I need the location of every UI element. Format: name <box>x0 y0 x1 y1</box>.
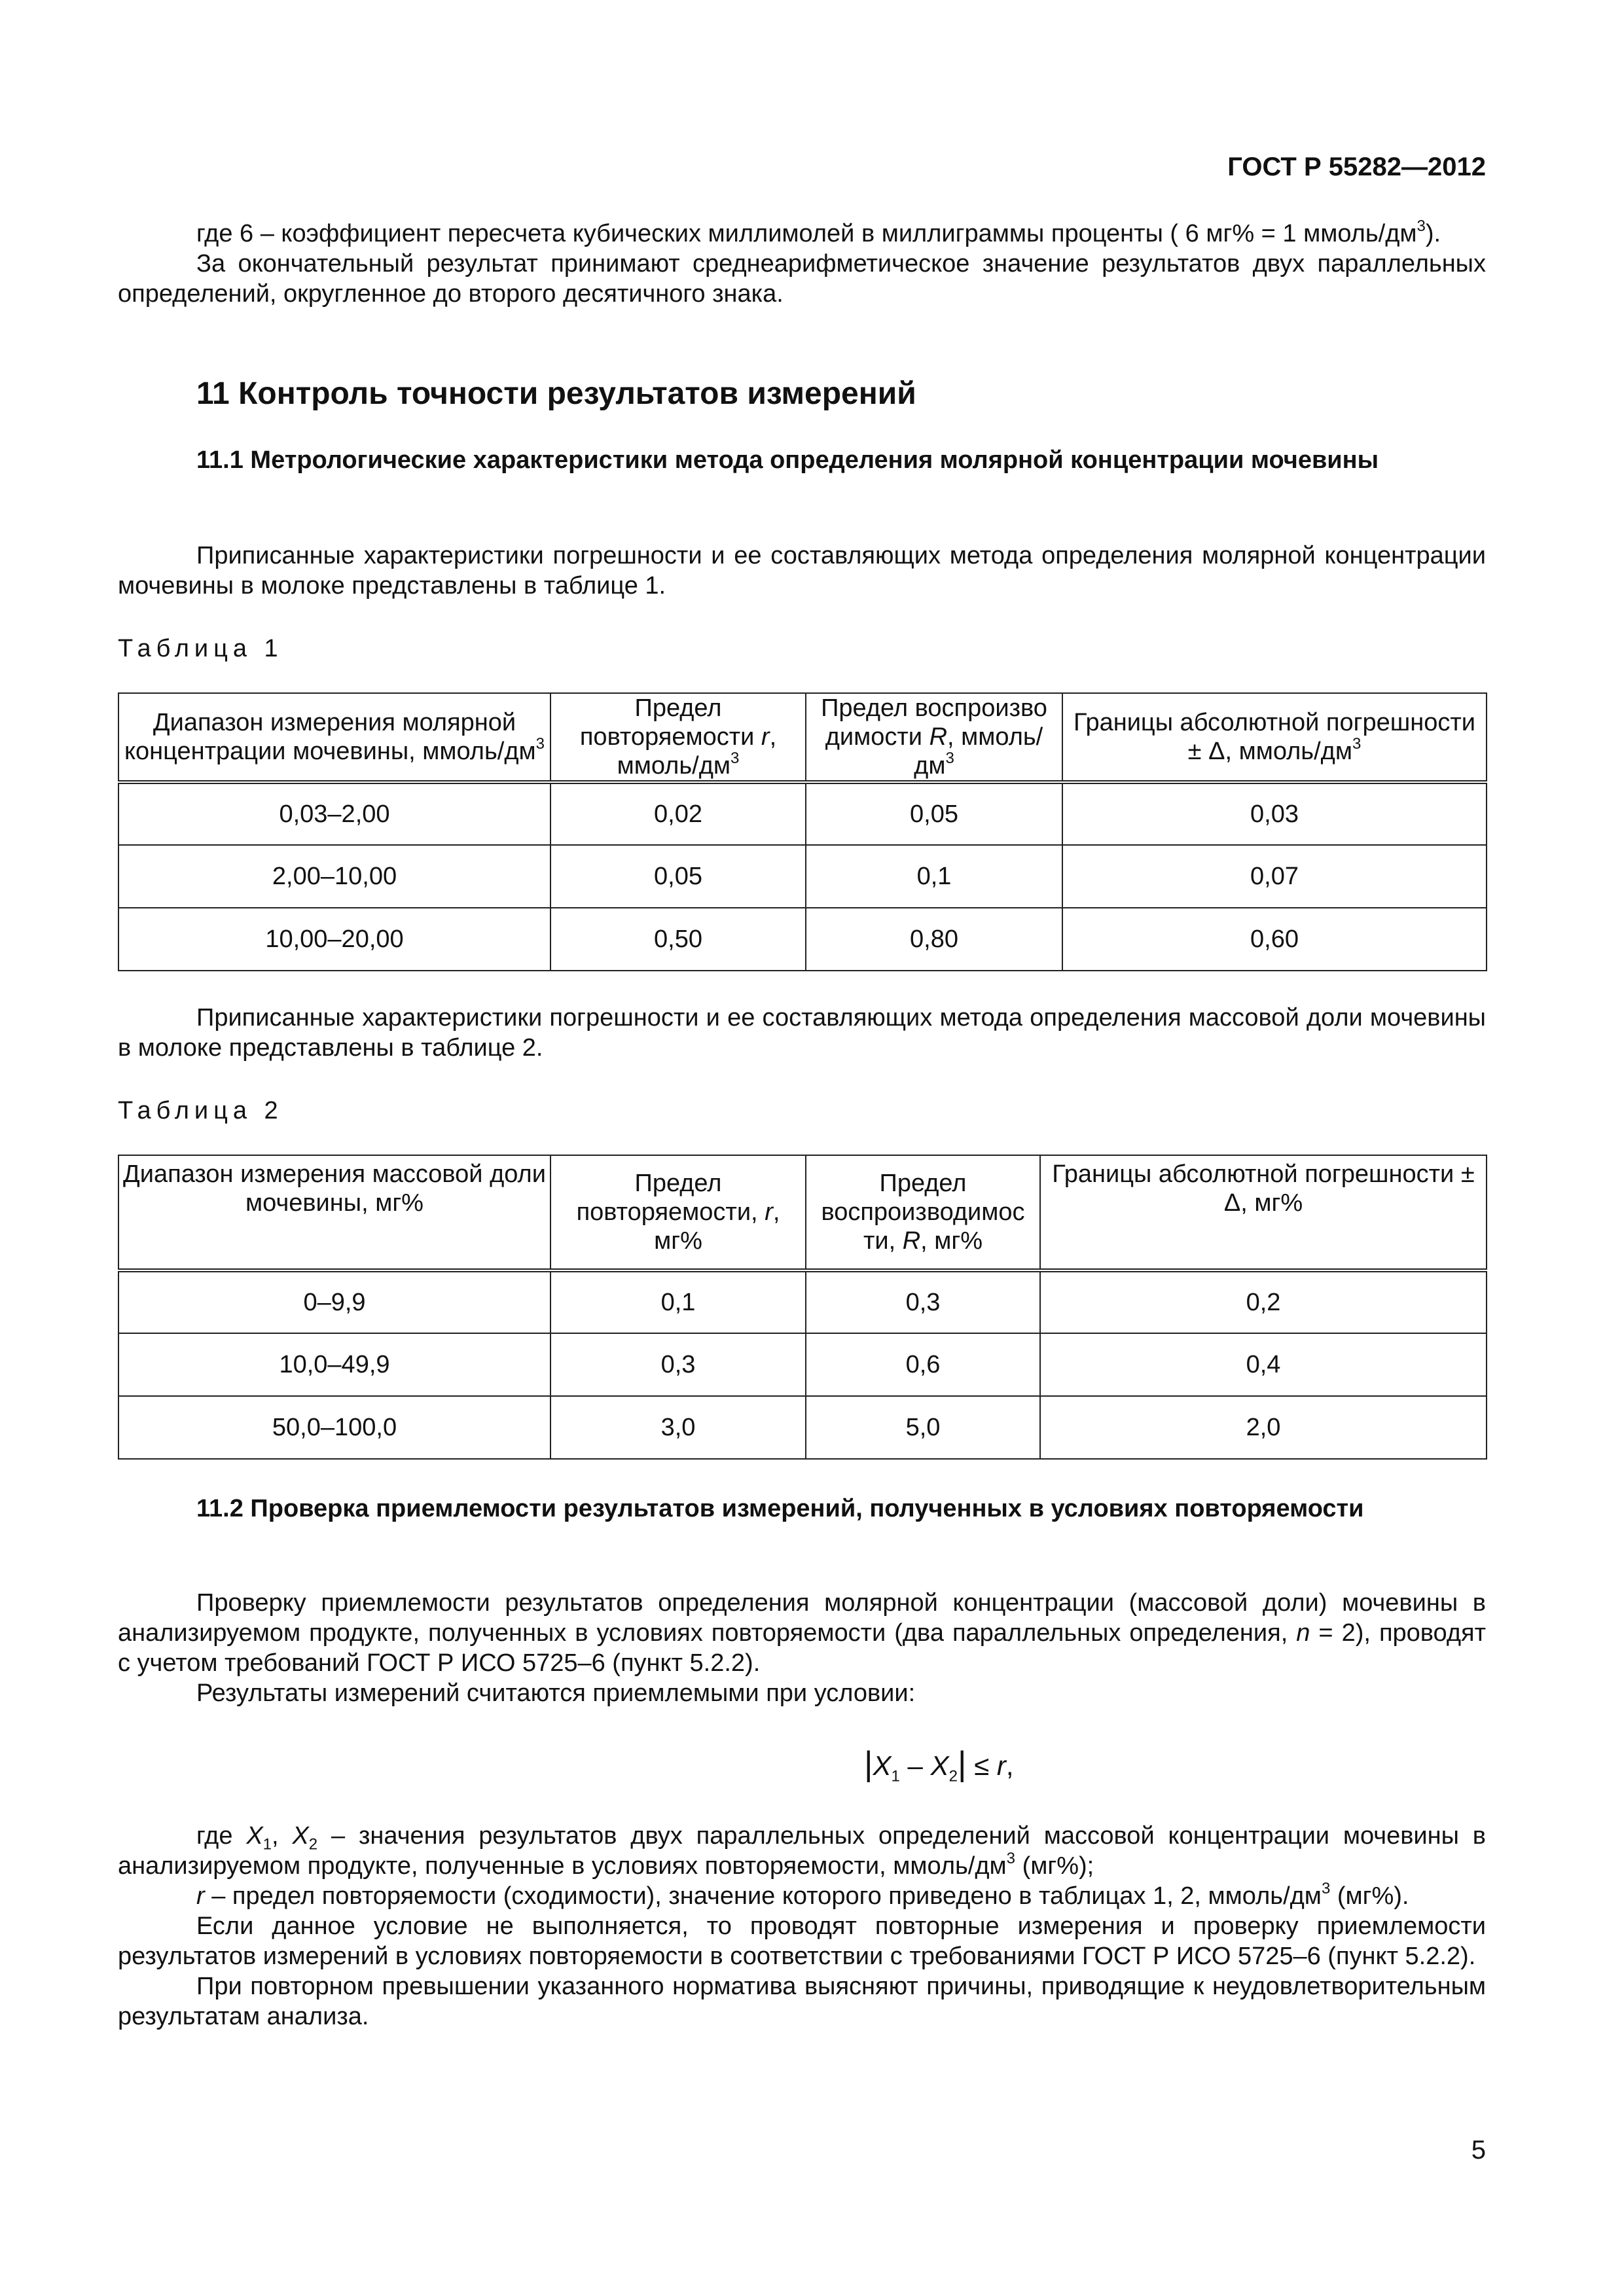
table-cell: 0,02 <box>550 782 806 845</box>
table-cell: 0,50 <box>550 908 806 971</box>
t1-header-error: Границы абсолютной погрешности ± Δ, ммоль/$дм^3$ <box>1062 693 1487 782</box>
table-cell: 2,00–10,00 <box>118 845 550 908</box>
where-x-definition: где $X_1$, $X_2$ – значения результатов двух параллельных определений массовой концентрации мочевины в анализируемом продукте, полученные в условиях повторяемости, ммоль/$дм^3$ (мг%); <box>118 1822 1486 1880</box>
t1-header-repeatability: Предел повторяемости r, ммоль/$дм^3$ <box>550 693 806 782</box>
subsection-11-1-title: 11.1 Метрологические характеристики метода определения молярной концентрации мочевины <box>196 446 1379 474</box>
table-row <box>118 1333 1487 1396</box>
intro-line2: За окончательный результат принимают среднеарифметическое значение результатов двух параллельных определений, округленное до второго десятичного знака. <box>118 250 1486 308</box>
table-cell: 10,0–49,9 <box>118 1333 550 1396</box>
table-cell: 2,0 <box>1040 1396 1487 1459</box>
table-cell: 0,05 <box>806 782 1062 845</box>
repeatability-text <box>118 1588 1486 1708</box>
definitions-text <box>118 1821 1486 2032</box>
table-cell: 10,00–20,00 <box>118 908 550 971</box>
table-row <box>118 908 1487 971</box>
table-cell: 0,80 <box>806 908 1062 971</box>
table-cell: 0,1 <box>806 845 1062 908</box>
table-header-row <box>118 1155 1487 1270</box>
table-cell: 3,0 <box>550 1396 806 1459</box>
table-cell: 0–9,9 <box>118 1270 550 1333</box>
table-cell: 0,07 <box>1062 845 1487 908</box>
intro-text <box>118 219 1486 309</box>
t2-header-range: Диапазон измерения массовой доли мочевины, мг% <box>118 1155 550 1270</box>
table-cell: 0,1 <box>550 1270 806 1333</box>
table2-intro: Приписанные характеристики погрешности и ее составляющих метода определения массовой доли мочевины в молоке представлены в таблице 2. <box>118 1004 1486 1062</box>
table-cell: 0,60 <box>1062 908 1487 971</box>
table-cell: 0,3 <box>550 1333 806 1396</box>
table-cell: 0,03–2,00 <box>118 782 550 845</box>
table-2 <box>118 1155 1487 1460</box>
t2-header-error: Границы абсолютной погрешности ± Δ, мг% <box>1040 1155 1487 1270</box>
table-row <box>118 1396 1487 1459</box>
table-row <box>118 782 1487 845</box>
standard-id: ГОСТ Р 55282—2012 <box>1227 152 1486 181</box>
t1-header-range: Диапазон измерения молярной концентрации мочевины, ммоль/$дм^3$ <box>118 693 550 782</box>
repeatability-para2: Результаты измерений считаются приемлемыми при условии: <box>196 1679 916 1707</box>
section-11-title: 11 Контроль точности результатов измерений <box>196 376 916 411</box>
where-r-definition: r – предел повторяемости (сходимости), значение которого приведено в таблицах 1, 2, ммоль/$дм^3$ (мг%). <box>196 1880 1409 1910</box>
document-page <box>118 0 1486 2296</box>
table-cell: 0,05 <box>550 845 806 908</box>
page-number: 5 <box>1471 2136 1486 2164</box>
retest-paragraph: Если данное условие не выполняется, то проводят повторные измерения и проверку приемлемости результатов измерений в условиях повторяемости в соответствии с требованиями ГОСТ Р ИСО 5725–6 (пункт 5.2.2). <box>118 1912 1486 1970</box>
t2-header-repeatability: Предел повторяемости, r, мг% <box>550 1155 806 1270</box>
table1-caption: Таблица 1 <box>118 635 283 662</box>
repeatability-para1: Проверку приемлемости результатов определения молярной концентрации (массовой доли) мочевины в анализируемом продукте, полученных в условиях повторяемости (два параллельных определения, n = 2), проводят с учетом требований ГОСТ Р ИСО 5725–6 (пункт 5.2.2). <box>118 1589 1486 1677</box>
subsection-11-2-title: 11.2 Проверка приемлемости результатов измерений, полученных в условиях повторяемости <box>196 1495 1364 1522</box>
table-1 <box>118 692 1487 971</box>
table2-caption: Таблица 2 <box>118 1097 283 1124</box>
table-row <box>118 1270 1487 1333</box>
table-cell: 0,03 <box>1062 782 1487 845</box>
table-cell: 50,0–100,0 <box>118 1396 550 1459</box>
causes-paragraph: При повторном превышении указанного норматива выясняют причины, приводящие к неудовлетворительным результатам анализа. <box>118 1973 1486 2030</box>
table-cell: 0,2 <box>1040 1270 1487 1333</box>
table-cell: 5,0 <box>806 1396 1040 1459</box>
table-cell: 0,6 <box>806 1333 1040 1396</box>
table-header-row <box>118 693 1487 782</box>
table-cell: 0,3 <box>806 1270 1040 1333</box>
t2-header-reproducibility: Предел воспроизводимос ти, R, мг% <box>806 1155 1040 1270</box>
table-cell: 0,4 <box>1040 1333 1487 1396</box>
table-row <box>118 845 1487 908</box>
intro-line1: где 6 – коэффициент пересчета кубических миллимолей в миллиграммы проценты ( 6 мг% = 1 ммоль/$дм^3$). <box>196 217 1441 247</box>
t1-header-reproducibility: Предел воспроизво димости R, ммоль/$дм^3$ <box>806 693 1062 782</box>
acceptance-formula: $|X_1 - X_2| \le r$, <box>864 1745 1014 1785</box>
table1-intro: Приписанные характеристики погрешности и ее составляющих метода определения молярной концентрации мочевины в молоке представлены в таблице 1. <box>118 542 1486 600</box>
